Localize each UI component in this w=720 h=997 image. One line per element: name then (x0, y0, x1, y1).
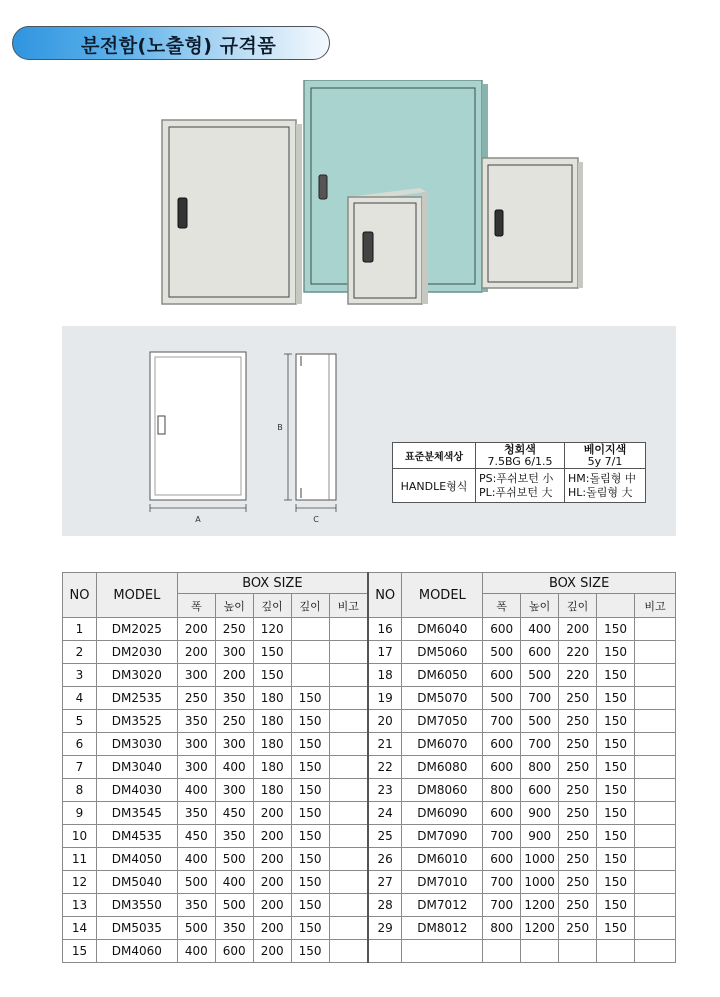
handle-rotate-cell (565, 469, 646, 503)
row-no-left: 3 (63, 664, 97, 687)
row-depth2-right: 150 (597, 779, 635, 802)
dim-label-a: A (195, 515, 201, 524)
row-no-left: 1 (63, 618, 97, 641)
row-depth-left: 150 (253, 641, 291, 664)
row-note-right (635, 733, 676, 756)
row-depth-right: 250 (559, 848, 597, 871)
header-note-right: 비고 (635, 594, 676, 618)
row-note-left (329, 618, 368, 641)
row-height-right: 1200 (521, 917, 559, 940)
row-width-left: 400 (177, 779, 215, 802)
handle-pl: PL:푸쉬보턴 大 (479, 485, 553, 499)
row-depth-right: 250 (559, 802, 597, 825)
row-model-right: DM7012 (402, 894, 483, 917)
row-note-right (635, 871, 676, 894)
row-depth2-right: 150 (597, 710, 635, 733)
row-model-right: DM6040 (402, 618, 483, 641)
row-height-right: 500 (521, 710, 559, 733)
row-height-left: 600 (215, 940, 253, 963)
row-note-left (329, 894, 368, 917)
row-depth2-right: 150 (597, 825, 635, 848)
side-view (284, 354, 336, 512)
row-depth-right: 250 (559, 825, 597, 848)
row-depth-right: 220 (559, 664, 597, 687)
row-model-left: DM4535 (96, 825, 177, 848)
handle-hl: HL:돌림형 大 (568, 485, 633, 499)
row-depth-left: 200 (253, 917, 291, 940)
handle-type-label: HANDLE형식 (393, 469, 476, 503)
row-depth-left: 180 (253, 710, 291, 733)
row-depth2-right: 150 (597, 917, 635, 940)
color2-cell (565, 443, 646, 469)
row-no-right: 27 (368, 871, 402, 894)
row-depth-left: 150 (253, 664, 291, 687)
row-depth-left: 180 (253, 756, 291, 779)
row-model-left: DM5040 (96, 871, 177, 894)
table-row (63, 687, 676, 710)
row-width-left: 500 (177, 871, 215, 894)
row-depth-right: 250 (559, 894, 597, 917)
row-note-right (635, 894, 676, 917)
row-no-right: 19 (368, 687, 402, 710)
header-box-size: BOX SIZE (177, 573, 368, 594)
row-height-left: 400 (215, 871, 253, 894)
table-row (63, 894, 676, 917)
row-no-right: 23 (368, 779, 402, 802)
row-model-left: DM3020 (96, 664, 177, 687)
spec-table (62, 572, 676, 963)
row-depth2-right: 150 (597, 641, 635, 664)
row-model-right: DM8012 (402, 917, 483, 940)
row-depth-right: 250 (559, 871, 597, 894)
row-depth-left: 200 (253, 940, 291, 963)
row-depth2-right: 150 (597, 894, 635, 917)
row-depth2-right: 150 (597, 802, 635, 825)
row-width-left: 350 (177, 894, 215, 917)
row-model-left: DM3545 (96, 802, 177, 825)
page-title-banner (12, 26, 330, 60)
row-no-left: 13 (63, 894, 97, 917)
cabinet-right-beige (482, 158, 583, 288)
row-width-right: 500 (483, 641, 521, 664)
row-width-right: 600 (483, 664, 521, 687)
row-no-right: 21 (368, 733, 402, 756)
product-photo (150, 80, 600, 312)
row-width-left: 400 (177, 940, 215, 963)
color2-code: 5y 7/1 (587, 454, 623, 468)
handle-hm: HM:돌림형 中 (568, 471, 636, 485)
row-height-right: 400 (521, 618, 559, 641)
row-model-left: DM3550 (96, 894, 177, 917)
row-depth-right: 250 (559, 710, 597, 733)
row-width-left: 450 (177, 825, 215, 848)
row-depth-right: 250 (559, 756, 597, 779)
row-height-right: 600 (521, 779, 559, 802)
row-height-left: 200 (215, 664, 253, 687)
row-no-left: 5 (63, 710, 97, 733)
row-height-left: 250 (215, 618, 253, 641)
color1-cell (476, 443, 565, 469)
table-row (63, 940, 676, 963)
row-note-right (635, 710, 676, 733)
row-width-right: 600 (483, 756, 521, 779)
row-note-left (329, 664, 368, 687)
header-box-size-right: BOX SIZE (483, 573, 676, 594)
table-row (63, 756, 676, 779)
row-depth-right: 200 (559, 618, 597, 641)
row-model-right: DM6090 (402, 802, 483, 825)
row-depth-right: 250 (559, 733, 597, 756)
row-width-left: 250 (177, 687, 215, 710)
header-width-right: 폭 (483, 594, 521, 618)
row-height-right: 600 (521, 641, 559, 664)
row-height-right: 900 (521, 825, 559, 848)
header-height-right: 높이 (521, 594, 559, 618)
row-width-left: 200 (177, 618, 215, 641)
row-height-left: 500 (215, 894, 253, 917)
color2-name: 베이지색 (583, 442, 627, 456)
row-height-left: 350 (215, 687, 253, 710)
row-model-right: DM5070 (402, 687, 483, 710)
row-width-left: 400 (177, 848, 215, 871)
row-depth-left: 180 (253, 687, 291, 710)
handle-row (393, 469, 646, 503)
row-model-left: DM5035 (96, 917, 177, 940)
table-row (63, 848, 676, 871)
cabinet-small-front (348, 188, 428, 304)
row-model-right: DM7050 (402, 710, 483, 733)
header-no: NO (63, 573, 97, 618)
row-no-left: 9 (63, 802, 97, 825)
row-note-left (329, 779, 368, 802)
row-height-left: 350 (215, 917, 253, 940)
row-note-right (635, 848, 676, 871)
row-note-left (329, 917, 368, 940)
dim-label-b: B (277, 423, 283, 432)
row-depth2-left: 150 (291, 871, 329, 894)
row-depth2-right: 150 (597, 871, 635, 894)
row-note-left (329, 687, 368, 710)
row-width-left: 350 (177, 802, 215, 825)
row-height-left: 450 (215, 802, 253, 825)
row-note-right (635, 641, 676, 664)
row-model-left: DM4030 (96, 779, 177, 802)
row-depth2-left: 150 (291, 802, 329, 825)
row-no-right (368, 940, 402, 963)
row-depth2-right: 150 (597, 756, 635, 779)
row-depth2-left (291, 641, 329, 664)
row-no-left: 14 (63, 917, 97, 940)
table-row (63, 641, 676, 664)
table-row (63, 710, 676, 733)
row-height-right: 900 (521, 802, 559, 825)
row-depth2-left (291, 618, 329, 641)
row-note-right (635, 802, 676, 825)
table-row (63, 825, 676, 848)
color1-code: 7.5BG 6/1.5 (487, 454, 553, 468)
row-model-right: DM6010 (402, 848, 483, 871)
row-no-left: 2 (63, 641, 97, 664)
row-no-left: 15 (63, 940, 97, 963)
row-no-left: 6 (63, 733, 97, 756)
row-note-right (635, 917, 676, 940)
row-note-right (635, 618, 676, 641)
row-note-left (329, 848, 368, 871)
header-width: 폭 (177, 594, 215, 618)
dimension-drawing (62, 326, 676, 536)
row-depth-left: 120 (253, 618, 291, 641)
row-height-left: 400 (215, 756, 253, 779)
row-no-left: 8 (63, 779, 97, 802)
row-no-right: 24 (368, 802, 402, 825)
row-depth2-right: 150 (597, 687, 635, 710)
row-height-left: 300 (215, 641, 253, 664)
row-no-right: 20 (368, 710, 402, 733)
row-width-left: 300 (177, 756, 215, 779)
row-model-right: DM7090 (402, 825, 483, 848)
standard-color-label: 표준분체색상 (393, 443, 476, 469)
row-height-left: 250 (215, 710, 253, 733)
spec-table-body (63, 618, 676, 963)
row-no-left: 12 (63, 871, 97, 894)
row-note-left (329, 733, 368, 756)
row-width-left: 350 (177, 710, 215, 733)
row-depth2-left: 150 (291, 825, 329, 848)
header-depth: 깊이 (253, 594, 291, 618)
row-no-right: 28 (368, 894, 402, 917)
row-depth-right: 220 (559, 641, 597, 664)
row-depth-right: 250 (559, 779, 597, 802)
row-no-right: 16 (368, 618, 402, 641)
row-note-left (329, 871, 368, 894)
row-depth-left: 200 (253, 825, 291, 848)
table-row (63, 917, 676, 940)
row-model-right: DM6050 (402, 664, 483, 687)
row-depth2-left: 150 (291, 687, 329, 710)
row-width-right: 700 (483, 871, 521, 894)
row-width-left: 300 (177, 664, 215, 687)
row-model-left: DM3030 (96, 733, 177, 756)
row-no-left: 11 (63, 848, 97, 871)
row-width-right: 700 (483, 825, 521, 848)
row-note-left (329, 710, 368, 733)
row-height-left: 350 (215, 825, 253, 848)
row-model-left: DM4060 (96, 940, 177, 963)
row-width-right: 600 (483, 618, 521, 641)
row-depth2-left: 150 (291, 848, 329, 871)
row-depth2-right: 150 (597, 618, 635, 641)
cabinet-left-beige (162, 120, 302, 304)
table-row (63, 618, 676, 641)
row-height-left: 300 (215, 779, 253, 802)
row-no-right: 26 (368, 848, 402, 871)
header-note: 비고 (329, 594, 368, 618)
row-note-right (635, 940, 676, 963)
row-depth2-left: 150 (291, 756, 329, 779)
row-no-right: 25 (368, 825, 402, 848)
row-no-right: 18 (368, 664, 402, 687)
row-depth-left: 180 (253, 733, 291, 756)
handle-ps: PS:푸쉬보턴 小 (479, 471, 554, 485)
row-height-right: 1000 (521, 871, 559, 894)
row-model-right: DM7010 (402, 871, 483, 894)
row-note-left (329, 756, 368, 779)
row-note-right (635, 756, 676, 779)
row-note-left (329, 940, 368, 963)
row-note-right (635, 825, 676, 848)
row-no-left: 7 (63, 756, 97, 779)
header-no-right: NO (368, 573, 402, 618)
row-depth-right: 250 (559, 687, 597, 710)
row-no-left: 10 (63, 825, 97, 848)
row-depth-left: 180 (253, 779, 291, 802)
row-note-left (329, 802, 368, 825)
row-no-left: 4 (63, 687, 97, 710)
row-width-left: 500 (177, 917, 215, 940)
row-no-right: 22 (368, 756, 402, 779)
row-depth2-left: 150 (291, 917, 329, 940)
row-width-right: 800 (483, 917, 521, 940)
row-note-right (635, 687, 676, 710)
table-row (63, 664, 676, 687)
color-handle-table (392, 442, 646, 503)
row-height-left: 500 (215, 848, 253, 871)
row-model-left: DM4050 (96, 848, 177, 871)
row-model-left: DM3525 (96, 710, 177, 733)
table-row (63, 871, 676, 894)
row-note-left (329, 641, 368, 664)
header-depth-right: 깊이 (559, 594, 597, 618)
handle-push-cell (476, 469, 565, 503)
row-model-left: DM2025 (96, 618, 177, 641)
row-model-right: DM5060 (402, 641, 483, 664)
row-depth-right (559, 940, 597, 963)
row-depth2-left: 150 (291, 733, 329, 756)
row-width-right: 500 (483, 687, 521, 710)
table-row (63, 733, 676, 756)
row-note-right (635, 779, 676, 802)
row-note-left (329, 825, 368, 848)
row-height-right: 500 (521, 664, 559, 687)
header-depth2-right (597, 594, 635, 618)
row-depth2-left (291, 664, 329, 687)
row-model-left: DM2535 (96, 687, 177, 710)
header-model-right: MODEL (402, 573, 483, 618)
row-model-left: DM2030 (96, 641, 177, 664)
row-height-left: 300 (215, 733, 253, 756)
row-width-right: 700 (483, 710, 521, 733)
row-depth2-right (597, 940, 635, 963)
row-model-right: DM8060 (402, 779, 483, 802)
row-depth2-left: 150 (291, 940, 329, 963)
header-height: 높이 (215, 594, 253, 618)
row-model-left: DM3040 (96, 756, 177, 779)
row-width-right: 600 (483, 733, 521, 756)
row-height-right: 800 (521, 756, 559, 779)
row-note-right (635, 664, 676, 687)
header-depth2: 깊이 (291, 594, 329, 618)
row-depth2-left: 150 (291, 894, 329, 917)
dimension-drawing-panel (62, 326, 676, 536)
row-height-right: 1000 (521, 848, 559, 871)
row-no-right: 17 (368, 641, 402, 664)
row-no-right: 29 (368, 917, 402, 940)
row-model-right (402, 940, 483, 963)
row-depth-right: 250 (559, 917, 597, 940)
row-height-right: 1200 (521, 894, 559, 917)
row-height-right (521, 940, 559, 963)
row-depth-left: 200 (253, 848, 291, 871)
spec-header-row-1 (63, 573, 676, 594)
row-model-right: DM6080 (402, 756, 483, 779)
table-row (63, 802, 676, 825)
row-depth2-right: 150 (597, 733, 635, 756)
row-depth2-right: 150 (597, 664, 635, 687)
color1-name: 청회색 (504, 442, 536, 456)
row-depth-left: 200 (253, 871, 291, 894)
row-depth2-right: 150 (597, 848, 635, 871)
row-depth-left: 200 (253, 802, 291, 825)
front-view (150, 352, 246, 512)
row-depth2-left: 150 (291, 710, 329, 733)
row-width-right: 600 (483, 802, 521, 825)
row-width-right: 700 (483, 894, 521, 917)
row-depth2-left: 150 (291, 779, 329, 802)
row-width-left: 300 (177, 733, 215, 756)
header-model: MODEL (96, 573, 177, 618)
dim-label-c: C (313, 515, 319, 524)
row-height-right: 700 (521, 733, 559, 756)
row-depth-left: 200 (253, 894, 291, 917)
row-width-right: 800 (483, 779, 521, 802)
table-row (63, 779, 676, 802)
row-width-right: 600 (483, 848, 521, 871)
row-width-right (483, 940, 521, 963)
page-title: 분전함(노출형) 규격품 (81, 35, 277, 57)
row-height-right: 700 (521, 687, 559, 710)
row-model-right: DM6070 (402, 733, 483, 756)
color-table-header-row (393, 443, 646, 469)
row-width-left: 200 (177, 641, 215, 664)
